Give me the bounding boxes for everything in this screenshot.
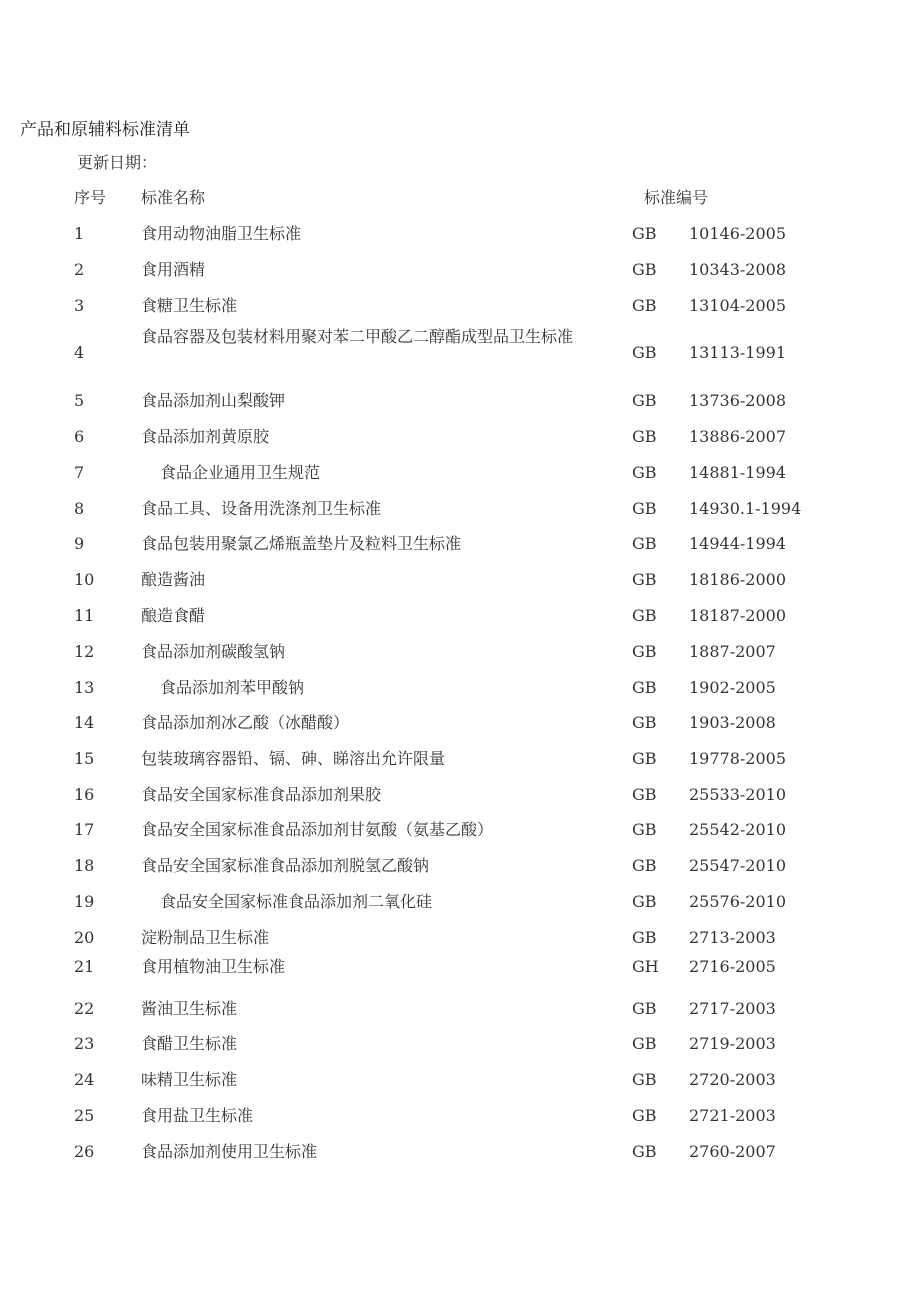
row-number: 1903-2008 — [689, 713, 776, 732]
row-prefix: GB — [632, 463, 657, 482]
row-number: 2717-2003 — [689, 999, 776, 1018]
row-number: 2719-2003 — [689, 1034, 776, 1053]
row-seq: 17 — [74, 820, 95, 839]
row-name: 味精卫生标准 — [141, 1070, 238, 1089]
row-prefix: GB — [632, 1070, 657, 1089]
row-number: 13104-2005 — [689, 296, 787, 315]
row-name: 食品企业通用卫生规范 — [160, 463, 321, 482]
row-name: 食用盐卫生标准 — [141, 1106, 254, 1125]
row-name: 食品添加剂黄原胶 — [141, 427, 270, 446]
row-prefix: GB — [632, 427, 657, 446]
header-name: 标准名称 — [141, 188, 206, 207]
row-number: 2720-2003 — [689, 1070, 776, 1089]
row-name: 食品添加剂山梨酸钾 — [141, 391, 286, 410]
row-name: 食用酒精 — [141, 260, 206, 279]
row-seq: 20 — [74, 928, 95, 947]
row-prefix: GB — [632, 534, 657, 553]
row-prefix: GB — [632, 856, 657, 875]
row-number: 1902-2005 — [689, 678, 776, 697]
row-number: 18187-2000 — [689, 606, 787, 625]
document-title: 产品和原辅料标准清单 — [20, 120, 190, 140]
row-prefix: GB — [632, 606, 657, 625]
row-prefix: GB — [632, 343, 657, 362]
row-prefix: GB — [632, 570, 657, 589]
row-seq: 1 — [74, 224, 85, 243]
row-name: 食醋卫生标准 — [141, 1034, 238, 1053]
row-number: 14930.1-1994 — [689, 499, 802, 518]
row-name: 食用动物油脂卫生标准 — [141, 224, 302, 243]
row-number: 2713-2003 — [689, 928, 776, 947]
row-prefix: GB — [632, 713, 657, 732]
row-name: 食品添加剂苯甲酸钠 — [160, 678, 305, 697]
row-seq: 7 — [74, 463, 85, 482]
row-prefix: GB — [632, 749, 657, 768]
row-name: 食品安全国家标准食品添加剂脱氢乙酸钠 — [141, 856, 430, 875]
row-name: 食品添加剂冰乙酸（冰醋酸） — [141, 713, 350, 732]
row-seq: 26 — [74, 1142, 95, 1161]
row-seq: 22 — [74, 999, 95, 1018]
row-name: 食品包装用聚氯乙烯瓶盖垫片及粒料卫生标准 — [141, 534, 462, 553]
row-name: 食品添加剂使用卫生标准 — [141, 1142, 318, 1161]
row-number: 25576-2010 — [689, 892, 787, 911]
row-seq: 6 — [74, 427, 85, 446]
row-number: 1887-2007 — [689, 642, 776, 661]
row-prefix: GB — [632, 678, 657, 697]
row-prefix: GB — [632, 391, 657, 410]
row-prefix: GB — [632, 892, 657, 911]
header-seq: 序号 — [74, 188, 107, 207]
row-name: 酿造酱油 — [141, 570, 206, 589]
row-prefix: GB — [632, 1106, 657, 1125]
row-name: 酿造食醋 — [141, 606, 206, 625]
row-number: 14944-1994 — [689, 534, 787, 553]
update-date-label: 更新日期： — [77, 153, 158, 172]
row-seq: 8 — [74, 499, 85, 518]
row-number: 25542-2010 — [689, 820, 787, 839]
row-seq: 4 — [74, 343, 85, 362]
row-seq: 5 — [74, 391, 85, 410]
row-name: 淀粉制品卫生标准 — [141, 928, 270, 947]
row-prefix: GB — [632, 642, 657, 661]
row-seq: 3 — [74, 296, 85, 315]
row-seq: 14 — [74, 713, 95, 732]
row-seq: 21 — [74, 957, 95, 976]
row-seq: 24 — [74, 1070, 95, 1089]
row-seq: 9 — [74, 534, 85, 553]
row-name: 食品工具、设备用洗涤剂卫生标准 — [141, 499, 382, 518]
row-seq: 25 — [74, 1106, 95, 1125]
row-seq: 19 — [74, 892, 95, 911]
row-seq: 10 — [74, 570, 95, 589]
row-name: 酱油卫生标准 — [141, 999, 238, 1018]
row-prefix: GH — [632, 957, 659, 976]
row-name: 食品安全国家标准食品添加剂果胶 — [141, 785, 382, 804]
row-seq: 12 — [74, 642, 95, 661]
row-name: 食品安全国家标准食品添加剂二氧化硅 — [160, 892, 433, 911]
row-name: 食品容器及包装材料用聚对苯二甲酸乙二醇酯成型品卫生标准 — [141, 327, 574, 346]
row-prefix: GB — [632, 820, 657, 839]
row-number: 19778-2005 — [689, 749, 787, 768]
row-name: 食糖卫生标准 — [141, 296, 238, 315]
row-prefix: GB — [632, 785, 657, 804]
row-number: 13736-2008 — [689, 391, 787, 410]
row-number: 14881-1994 — [689, 463, 787, 482]
table-header — [0, 186, 920, 210]
row-prefix: GB — [632, 999, 657, 1018]
row-seq: 18 — [74, 856, 95, 875]
row-number: 2721-2003 — [689, 1106, 776, 1125]
row-prefix: GB — [632, 928, 657, 947]
row-prefix: GB — [632, 224, 657, 243]
row-prefix: GB — [632, 296, 657, 315]
row-prefix: GB — [632, 260, 657, 279]
row-name: 食用植物油卫生标准 — [141, 957, 286, 976]
row-number: 18186-2000 — [689, 570, 787, 589]
row-number: 13113-1991 — [689, 343, 787, 362]
header-code: 标准编号 — [644, 188, 709, 207]
row-number: 25547-2010 — [689, 856, 787, 875]
row-seq: 2 — [74, 260, 85, 279]
row-number: 2760-2007 — [689, 1142, 776, 1161]
row-seq: 23 — [74, 1034, 95, 1053]
row-prefix: GB — [632, 499, 657, 518]
row-number: 10343-2008 — [689, 260, 787, 279]
row-seq: 16 — [74, 785, 95, 804]
row-prefix: GB — [632, 1034, 657, 1053]
row-number: 2716-2005 — [689, 957, 776, 976]
row-number: 25533-2010 — [689, 785, 787, 804]
row-name: 包装玻璃容器铅、镉、砷、睇溶出允许限量 — [141, 749, 446, 768]
row-prefix: GB — [632, 1142, 657, 1161]
row-name: 食品安全国家标准食品添加剂甘氨酸（氨基乙酸） — [141, 820, 494, 839]
row-seq: 11 — [74, 606, 95, 625]
row-name: 食品添加剂碳酸氢钠 — [141, 642, 286, 661]
row-seq: 13 — [74, 678, 95, 697]
row-number: 13886-2007 — [689, 427, 787, 446]
row-number: 10146-2005 — [689, 224, 787, 243]
row-seq: 15 — [74, 749, 95, 768]
